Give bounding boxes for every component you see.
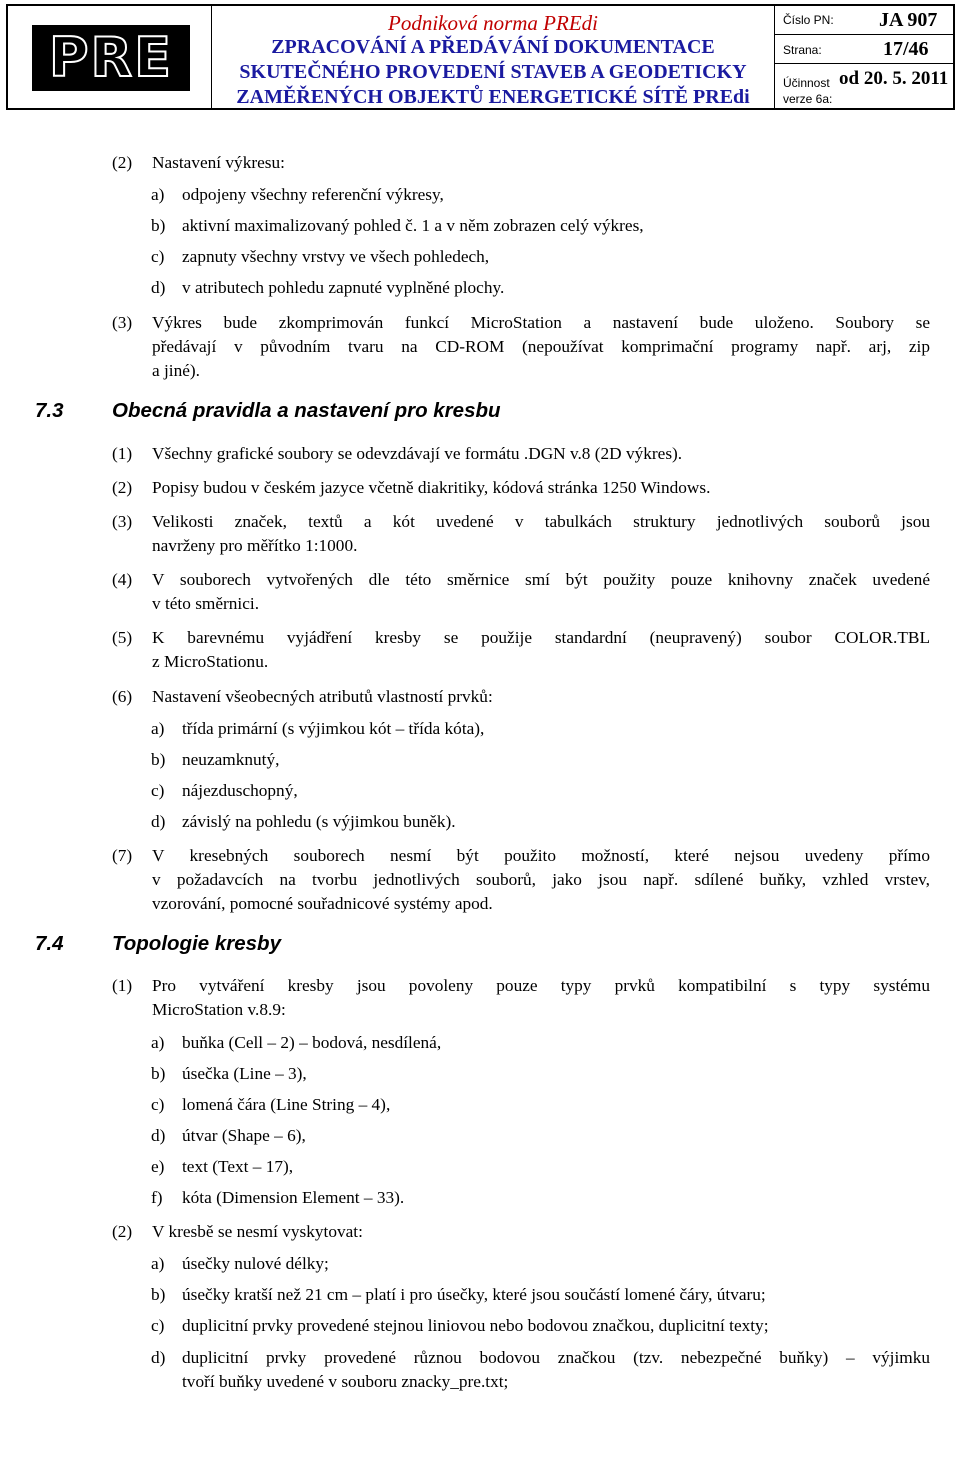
item-label: c) xyxy=(151,781,165,800)
list-item xyxy=(151,749,279,771)
list-item xyxy=(151,1187,404,1209)
list-item xyxy=(151,718,484,740)
rule-label: (5) xyxy=(112,628,133,647)
ucinnost-label: Účinnost xyxy=(783,76,830,90)
list-item xyxy=(151,246,489,268)
item-label: c) xyxy=(151,247,165,266)
item-text: lomená čára (Line String – 4), xyxy=(182,1095,391,1114)
list-item xyxy=(151,1253,329,1275)
pre-logo xyxy=(32,25,190,91)
rule-label: (2) xyxy=(112,478,133,497)
norm-name: Podniková norma PREdi xyxy=(388,11,598,35)
rule-text: Nastavení všeobecných atributů vlastností prvků: xyxy=(152,687,493,706)
rule-text: Pro vytváření kresby jsou povoleny pouze typy prvků kompatibilní s typy systému xyxy=(152,976,930,995)
cislo-value: JA 907 xyxy=(879,9,938,31)
list-item xyxy=(151,1032,441,1054)
rule-text: MicroStation v.8.9: xyxy=(152,1000,286,1019)
rule-label: (1) xyxy=(112,976,133,995)
paragraph-3-label: (3) xyxy=(112,313,133,332)
item-label: d) xyxy=(151,812,166,831)
item-text: duplicitní prvky provedené různou bodovou značkou (tzv. nebezpečné buňky) – výjimku xyxy=(182,1348,930,1367)
document-title-line-3: ZAMĚŘENÝCH OBJEKTŮ ENERGETICKÉ SÍTĚ PREdi xyxy=(236,86,750,108)
cislo-label: Číslo PN: xyxy=(783,13,834,27)
rule-text: V kresbě se nesmí vyskytovat: xyxy=(152,1222,363,1241)
section-title: Topologie kresby xyxy=(112,932,281,955)
item-label: b) xyxy=(151,216,166,235)
rule-label: (3) xyxy=(112,512,133,531)
strana-label: Strana: xyxy=(783,43,822,57)
item-text: tvoří buňky uvedené v souboru znacky_pre.txt; xyxy=(182,1372,509,1391)
header-meta-cell xyxy=(775,6,953,108)
rule-text: z MicroStationu. xyxy=(152,652,269,671)
item-text: třída primární (s výjimkou kót – třída kóta), xyxy=(182,719,485,738)
rule-text: Velikosti značek, textů a kót uvedené v tabulkách struktury jednotlivých souborů jsou xyxy=(152,512,930,531)
list-item xyxy=(151,780,298,802)
logo-text: PRE xyxy=(48,26,174,89)
paragraph-2 xyxy=(112,152,285,174)
document-title-line-2: SKUTEČNÉHO PROVEDENÍ STAVEB A GEODETICKY xyxy=(239,61,747,83)
document-header xyxy=(6,4,955,110)
paragraph-3-line: Výkres bude zkomprimován funkcí MicroStation a nastavení bude uloženo. Soubory se xyxy=(152,313,930,332)
list-item xyxy=(151,1315,769,1337)
list-item xyxy=(151,215,644,237)
rule-text: K barevnému vyjádření kresby se použije standardní (neupravený) soubor COLOR.TBL xyxy=(152,628,930,647)
strana-row xyxy=(775,35,953,64)
rule-text: Všechny grafické soubory se odevzdávají ve formátu .DGN v.8 (2D výkres). xyxy=(152,444,683,463)
item-text: úsečky kratší než 21 cm – platí i pro úsečky, které jsou součástí lomené čáry, útvaru; xyxy=(182,1285,766,1304)
verze-label: verze 6a: xyxy=(783,92,833,106)
item-label: a) xyxy=(151,719,165,738)
item-text: úsečky nulové délky; xyxy=(182,1254,329,1273)
paragraph-label: (2) xyxy=(112,153,133,172)
item-label: c) xyxy=(151,1095,165,1114)
list-item xyxy=(151,277,504,299)
item-label: a) xyxy=(151,1254,165,1273)
list-item xyxy=(151,1125,306,1147)
cislo-row xyxy=(775,6,953,35)
item-label: c) xyxy=(151,1316,165,1335)
item-label: d) xyxy=(151,278,166,297)
item-text: buňka (Cell – 2) – bodová, nesdílená, xyxy=(182,1033,442,1052)
item-label: a) xyxy=(151,1033,165,1052)
rule-label: (2) xyxy=(112,1222,133,1241)
item-label: b) xyxy=(151,750,166,769)
header-title-cell xyxy=(212,6,775,108)
item-text: neuzamknutý, xyxy=(182,750,280,769)
item-text: text (Text – 17), xyxy=(182,1157,294,1176)
paragraph-3-line: a jiné). xyxy=(152,361,200,380)
list-item xyxy=(151,1094,390,1116)
rule-text: V kresebných souborech nesmí být použito možností, které nejsou uvedeny přímo xyxy=(152,846,930,865)
item-text: nájezduschopný, xyxy=(182,781,298,800)
rule-label: (4) xyxy=(112,570,133,589)
rule-text: Popisy budou v českém jazyce včetně diakritiky, kódová stránka 1250 Windows. xyxy=(152,478,711,497)
strana-value: 17/46 xyxy=(883,38,929,60)
section-number: 7.3 xyxy=(35,399,64,422)
rule-label: (6) xyxy=(112,687,133,706)
rule-label: (7) xyxy=(112,846,133,865)
section-heading-7-3 xyxy=(35,398,501,424)
list-item xyxy=(151,811,456,833)
rule-label: (1) xyxy=(112,444,133,463)
item-label: d) xyxy=(151,1126,166,1145)
logo-cell xyxy=(8,6,212,108)
paragraph-3-line: předávají v původním tvaru na CD-ROM (nepoužívat komprimační programy např. arj, zip xyxy=(152,337,930,356)
rule-text: v této směrnici. xyxy=(152,594,260,613)
rule-text: V souborech vytvořených dle této směrnice smí být použity pouze knihovny značek uvedené xyxy=(152,570,930,589)
rule-text: vzorování, pomocné souřadnicové systémy apod. xyxy=(152,894,493,913)
paragraph-text: Nastavení výkresu: xyxy=(152,153,285,172)
list-item xyxy=(151,1156,293,1178)
list-item xyxy=(151,1063,307,1085)
list-item xyxy=(151,184,444,206)
item-text: aktivní maximalizovaný pohled č. 1 a v něm zobrazen celý výkres, xyxy=(182,216,644,235)
item-text: odpojeny všechny referenční výkresy, xyxy=(182,185,444,204)
item-label: b) xyxy=(151,1064,166,1083)
item-label: f) xyxy=(151,1188,163,1207)
rule-text: v požadavcích na tvorbu jednotlivých souborů, jako jsou např. sdílené buňky, vzhled vrstev, xyxy=(152,870,930,889)
ucinnost-value: od 20. 5. 2011 xyxy=(839,68,949,89)
list-item-label: d) xyxy=(151,1348,166,1367)
item-text: úsečka (Line – 3), xyxy=(182,1064,307,1083)
item-text: závislý na pohledu (s výjimkou buněk). xyxy=(182,812,456,831)
rule-text: navrženy pro měřítko 1:1000. xyxy=(152,536,358,555)
section-number: 7.4 xyxy=(35,932,64,955)
document-title-line-1: ZPRACOVÁNÍ A PŘEDÁVÁNÍ DOKUMENTACE xyxy=(271,36,715,58)
item-text: duplicitní prvky provedené stejnou liniovou nebo bodovou značkou, duplicitní texty; xyxy=(182,1316,769,1335)
ucinnost-row xyxy=(775,64,953,108)
section-title: Obecná pravidla a nastavení pro kresbu xyxy=(112,399,501,422)
item-label: b) xyxy=(151,1285,166,1304)
item-text: kóta (Dimension Element – 33). xyxy=(182,1188,405,1207)
item-text: útvar (Shape – 6), xyxy=(182,1126,306,1145)
item-text: zapnuty všechny vrstvy ve všech pohledech, xyxy=(182,247,490,266)
item-text: v atributech pohledu zapnuté vyplněné plochy. xyxy=(182,278,505,297)
item-label: e) xyxy=(151,1157,165,1176)
item-label: a) xyxy=(151,185,165,204)
section-heading-7-4 xyxy=(35,931,281,957)
list-item xyxy=(151,1284,766,1306)
